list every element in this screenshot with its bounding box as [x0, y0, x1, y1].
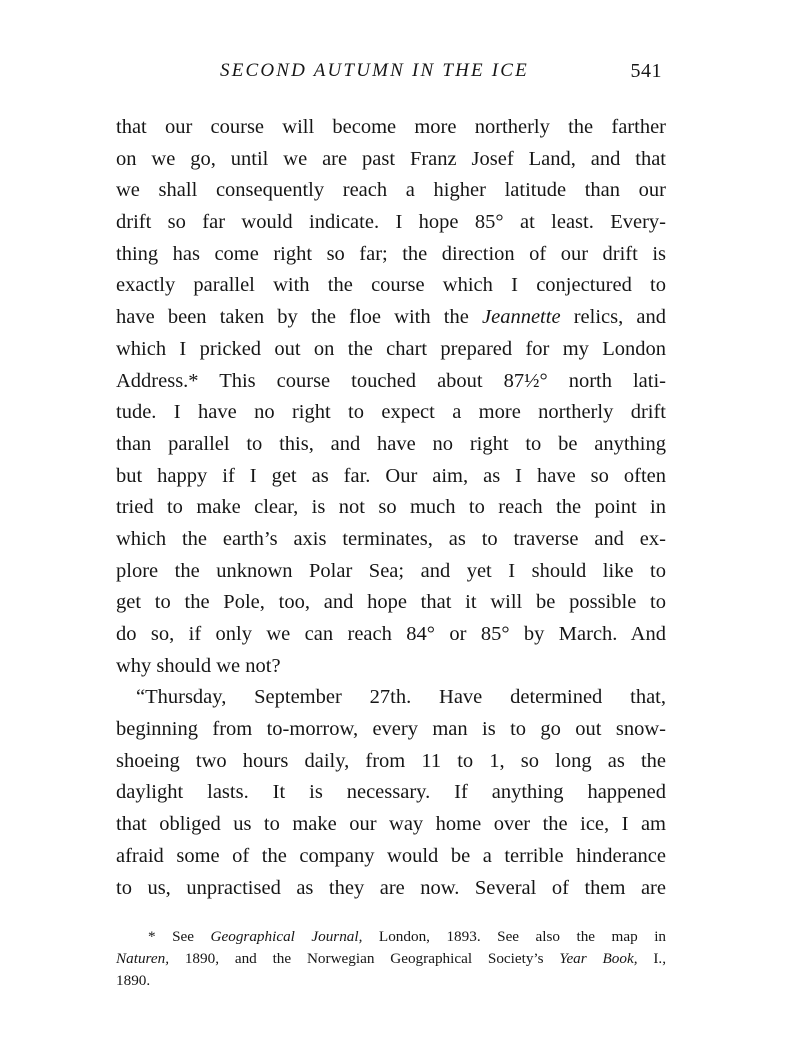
text-run: I.,: [637, 950, 666, 967]
text-line: [116, 302, 666, 334]
ship-name-jeannette: Jeannette: [482, 306, 561, 329]
text-line: we shall consequently reach a higher latitude than our: [116, 179, 666, 202]
body-text: [116, 112, 666, 904]
footnote-line: 1890.: [116, 972, 151, 989]
text-line: why should we not?: [116, 654, 281, 677]
running-head: [116, 60, 666, 90]
text-line: shoeing two hours daily, from 11 to 1, so long as the: [116, 749, 666, 772]
text-run: London, 1893. See also the map in: [362, 928, 667, 945]
text-line: which I pricked out on the chart prepared for my London: [116, 337, 666, 360]
text-run: 1890, and the Norwegian Geographical Society’s: [169, 950, 560, 967]
text-line: Address.* This course touched about 87½° north lati-: [116, 369, 666, 392]
text-line: on we go, until we are past Franz Josef Land, and that: [116, 147, 666, 170]
text-line: to us, unpractised as they are now. Several of them are: [116, 876, 666, 899]
footnote-line: [116, 926, 666, 948]
text-line: plore the unknown Polar Sea; and yet I should like to: [116, 559, 666, 582]
text-line: daylight lasts. It is necessary. If anything happened: [116, 781, 666, 804]
text-line: which the earth’s axis terminates, as to traverse and ex-: [116, 527, 666, 550]
text-line: than parallel to this, and have no right to be anything: [116, 432, 666, 455]
text-line: exactly parallel with the course which I conjectured to: [116, 274, 666, 297]
journal-title: Naturen,: [116, 950, 170, 967]
text-run: relics, and: [560, 306, 666, 329]
text-line: that our course will become more northerly the farther: [116, 116, 666, 138]
yearbook-title: Year Book,: [559, 950, 638, 967]
text-line: drift so far would indicate. I hope 85° at least. Every-: [116, 211, 666, 234]
text-line: “Thursday, September 27th. Have determined that,: [136, 686, 666, 709]
text-line: do so, if only we can reach 84° or 85° by March. And: [116, 623, 666, 645]
text-line: thing has come right so far; the direction of our drift is: [116, 242, 666, 265]
journal-title: Geographical Journal,: [210, 928, 363, 945]
text-line: tried to make clear, is not so much to reach the point in: [116, 496, 666, 519]
footnote: [116, 926, 666, 992]
running-title: SECOND AUTUMN IN THE ICE: [220, 60, 529, 81]
text-run: have been taken by the floe with the: [116, 306, 482, 329]
page-number: 541: [630, 60, 662, 82]
text-line: but happy if I get as far. Our aim, as I have so often: [116, 464, 666, 487]
text-line: beginning from to-morrow, every man is to go out snow-: [116, 718, 666, 741]
text-run: * See: [148, 928, 211, 945]
footnote-line: [116, 948, 666, 970]
text-line: afraid some of the company would be a terrible hinderance: [116, 844, 666, 867]
text-line: that obliged us to make our way home over the ice, I am: [116, 813, 666, 836]
text-line: get to the Pole, too, and hope that it will be possible to: [116, 591, 666, 614]
text-line: tude. I have no right to expect a more northerly drift: [116, 401, 666, 424]
